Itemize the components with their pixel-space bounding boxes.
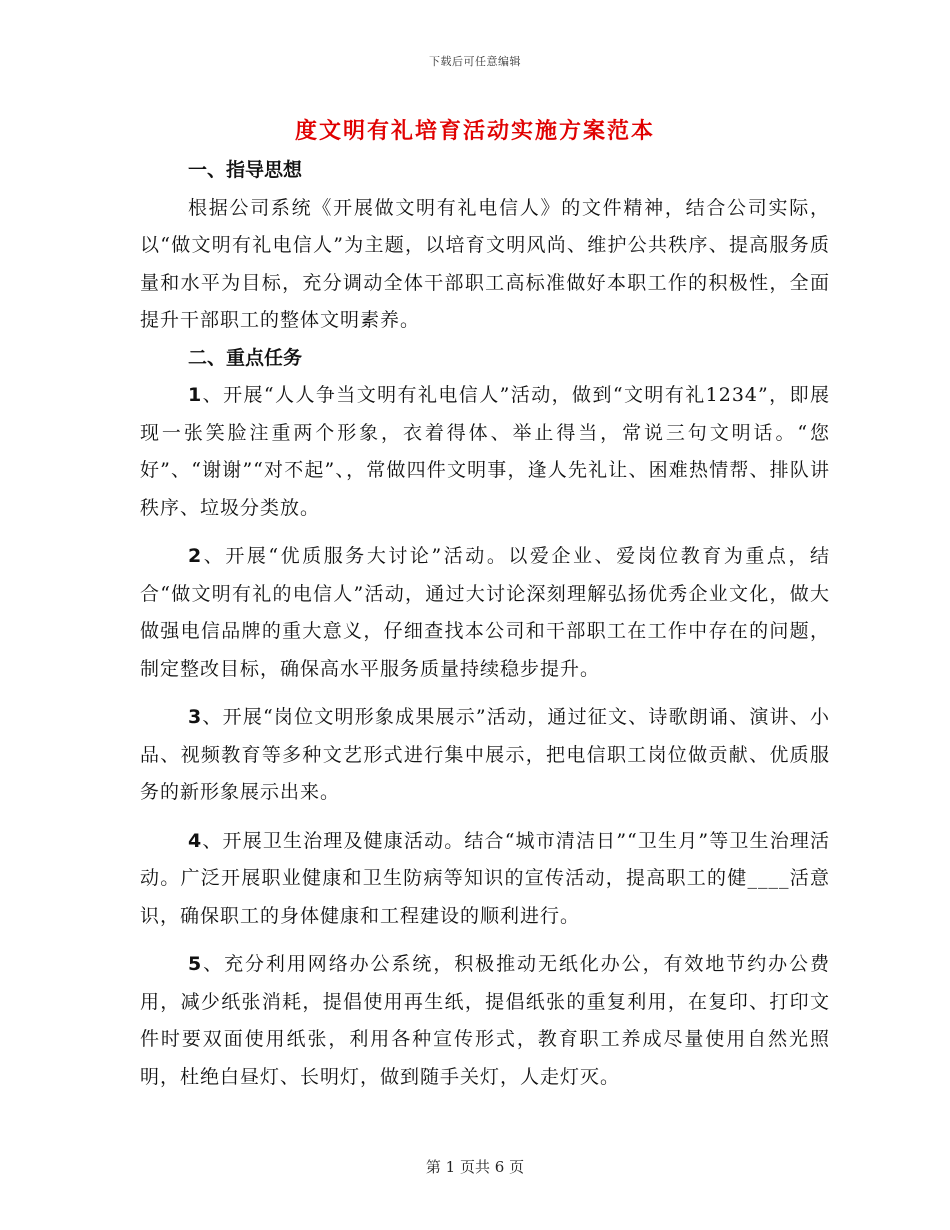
task-number: 5 [188,953,203,975]
document-body [140,152,830,1096]
task-item-4 [140,823,830,936]
task-item-2 [140,538,830,688]
task-number: 1 [188,384,203,406]
section-heading-key-tasks: 二、重点任务 [188,346,303,369]
task-number: 3 [188,706,203,728]
task-text: 、开展“人人争当文明有礼电信人”活动，做到“文明有礼1234”，即展现一张笑脸注重两个形象，衣着得体、举止得当，常说三句文明话。“您好”、“谢谢”“对不起”、，常做四件文明事，逢人先礼让、困难热情帮、排队讲秩序、垃圾分类放。 [140,384,830,519]
task-number: 2 [188,545,203,567]
task-text: 、充分利用网络办公系统，积极推动无纸化办公，有效地节约办公费用，减少纸张消耗，提倡使用再生纸，提倡纸张的重复利用，在复印、打印文件时要双面使用纸张，利用各种宣传形式，教育职工养成尽量使用自然光照明，杜绝白昼灯、长明灯，做到随手关灯，人走灯灭。 [140,953,830,1088]
document-title: 度文明有礼培育活动实施方案范本 [294,119,655,144]
task-item-1 [140,377,830,527]
task-text: 、开展“优质服务大讨论”活动。以爱企业、爱岗位教育为重点，结合“做文明有礼的电信人”活动，通过大讨论深刻理解弘扬优秀企业文化，做大做强电信品牌的重大意义，仔细查找本公司和干部职工在工作中存在的问题，制定整改目标，确保高水平服务质量持续稳步提升。 [140,545,830,680]
task-number: 4 [188,829,203,852]
page-footer: 第 1 页共 6 页 [425,1158,525,1176]
task-text: 、开展“岗位文明形象成果展示”活动，通过征文、诗歌朗诵、演讲、小品、视频教育等多种文艺形式进行集中展示，把电信职工岗位做贡献、优质服务的新形象展示出来。 [140,706,830,803]
paragraph-guiding-thought: 根据公司系统《开展做文明有礼电信人》的文件精神，结合公司实际，以“做文明有礼电信人”为主题，以培育文明风尚、维护公共秩序、提高服务质量和水平为目标，充分调动全体干部职工高标准做好本职工作的积极性，全面提升干部职工的整体文明素养。 [140,196,830,331]
task-item-5 [140,946,830,1096]
section-heading-guiding-thought: 一、指导思想 [188,159,303,181]
task-item-3 [140,699,830,812]
task-text: 、开展卫生治理及健康活动。结合“城市清洁日”“卫生月”等卫生治理活动。广泛开展职业健康和卫生防病等知识的宣传活动，提高职工的健____活意识，确保职工的身体健康和工程建设的顺利进行。 [140,829,830,927]
page-header: 下载后可任意编辑 [429,55,521,68]
